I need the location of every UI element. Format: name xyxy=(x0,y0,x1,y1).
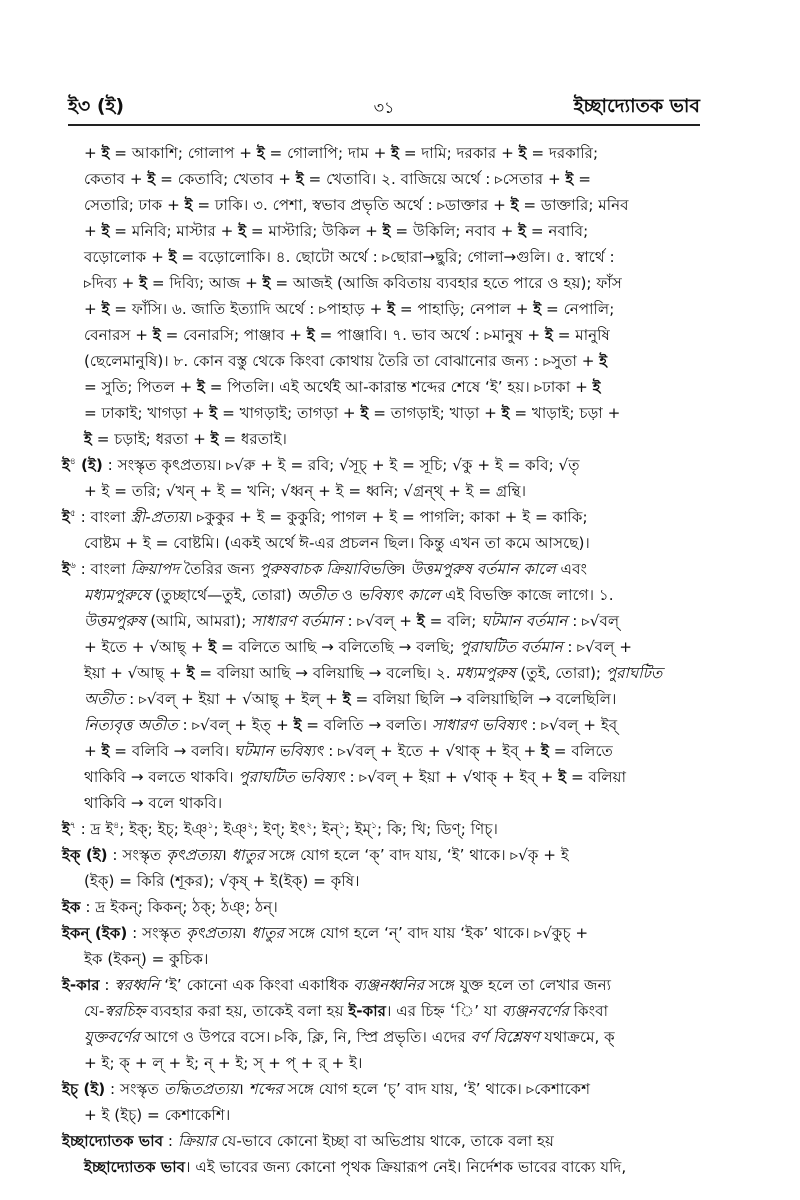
italic-term: ক্রিয়ার xyxy=(177,1132,217,1150)
bold-term: ইচ্ছাদ্যোতক ভাব xyxy=(62,1132,164,1150)
entry-continuation-line xyxy=(84,530,590,556)
bold-term: ই xyxy=(152,326,161,344)
italic-term: ঘটমান বর্তমান xyxy=(481,612,568,630)
text-run: = মাস্টারি; উকিল + xyxy=(246,222,383,240)
bold-term: ই xyxy=(518,222,527,240)
text-run: = ঢাকি। ৩. পেশা, স্বভাব প্রভৃতি অর্থে : ▹ডাক্তার + xyxy=(192,196,511,214)
text-run: : দ্র ইকন্; কিকন্; ঠক্; ঠঞ্; ঠন্। xyxy=(80,898,278,916)
bold-term: ই xyxy=(101,144,110,162)
bold-term: ই xyxy=(62,560,70,578)
entry-head-line xyxy=(62,504,588,530)
text-run: : ▹√বল্ + xyxy=(342,612,417,630)
text-run: সঙ্গে যোগ হলে ‘ক্’ বাদ যায়, ‘ই’ থাকে। ▹√কৃ + ই xyxy=(264,846,569,864)
text-run: সঙ্গে যোগ হলে ‘ন্’ বাদ যায় ‘ইক’ থাকে। ▹√কুচ্ + xyxy=(283,924,589,942)
bold-term: ই xyxy=(197,378,205,396)
text-run: = বলিতি → বলতি। xyxy=(301,716,432,734)
italic-term: অতীত xyxy=(84,690,125,708)
bold-term: ই xyxy=(544,326,553,344)
text-run: কেতাব + xyxy=(84,170,148,188)
bold-term: ই xyxy=(238,222,247,240)
text-run: + ই = তরি; √খন্ + ই = খনি; √ধ্বন্ + ই = ধ্বনি; √গ্রন্থ্ + ই = গ্রন্থি। xyxy=(84,482,527,500)
text-run: : বাংলা xyxy=(75,560,131,578)
entry-head-line xyxy=(62,1128,554,1154)
bold-term: ই xyxy=(387,300,396,318)
text-run: ইয়া + √আছ্ + xyxy=(84,664,187,682)
bold-term: ই xyxy=(62,820,70,838)
bold-term: ই xyxy=(210,430,219,448)
text-run: + xyxy=(84,144,102,162)
text-run: কিংবা xyxy=(568,1002,609,1020)
entry-head-line xyxy=(62,452,580,478)
text-run: + ই (ইচ্) = কেশাকেশি। xyxy=(84,1106,231,1124)
text-run: । xyxy=(240,924,252,942)
entry-continuation-line xyxy=(84,764,626,790)
entry-continuation-line xyxy=(84,608,619,634)
text-run: (ছেলেমানুষি)। ৮. কোন বস্তু থেকে কিংবা কোথায় তৈরি তা বোঝানোর জন্য : ▹সুতা + xyxy=(84,352,600,370)
text-run: সঙ্গে যোগ হলে ‘চ্’ বাদ যায়, ‘ই’ থাকে। ▹কেশাকেশ xyxy=(282,1080,591,1098)
italic-term: শব্দের xyxy=(248,1080,283,1098)
text-run: : xyxy=(99,976,115,994)
text-run: = ধরতাই। xyxy=(218,430,287,448)
italic-term: অতীত xyxy=(296,586,338,604)
bold-term: ই xyxy=(101,222,110,240)
superscript-index: ২ xyxy=(247,821,254,831)
entry-continuation-line xyxy=(84,400,620,426)
entry-continuation-line xyxy=(84,946,208,972)
text-run: ; ইন্ xyxy=(312,820,339,838)
bold-term: ই xyxy=(599,352,608,370)
entry-continuation-line xyxy=(84,1154,626,1180)
bold-term: ই xyxy=(256,144,265,162)
entry-continuation-line xyxy=(84,296,614,322)
text-run: = চড়াই; ধরতা + xyxy=(91,430,211,448)
text-run: এবং xyxy=(555,560,588,578)
bold-term: ইকন্ (ইক) xyxy=(62,924,128,942)
entry-continuation-line xyxy=(84,1102,230,1128)
text-run: = খাড়াই; চড়া + xyxy=(509,404,621,422)
text-run: । এই ভাবের জন্য কোনো পৃথক ক্রিয়ারূপ নেই। নির্দেশক ভাবের বাক্যে যদি, xyxy=(185,1158,627,1176)
text-run: এই বিভক্তি কাজে লাগে। ১. xyxy=(440,586,614,604)
text-run: = নেপালি; xyxy=(541,300,615,318)
text-run: = দিব্যি; আজ + xyxy=(147,274,263,292)
bold-term: ই xyxy=(501,404,510,422)
entry-continuation-line xyxy=(84,1050,362,1076)
text-run: (আমি, আমরা); xyxy=(145,612,252,630)
bold-term: ই-কার xyxy=(62,976,100,994)
text-run: যে- xyxy=(84,1002,105,1020)
bold-term: ই xyxy=(168,248,177,266)
text-run: = খাগড়াই; তাগড়া + xyxy=(217,404,361,422)
text-run: (তুই, তোরা); xyxy=(515,664,606,682)
text-run: ব্যবহার করা হয়, তাকেই বলা হয় xyxy=(145,1002,349,1020)
entry-head-line xyxy=(62,842,569,868)
text-run: : ▹√বল্ xyxy=(567,612,620,630)
entry-continuation-line xyxy=(84,166,591,192)
text-run: = তাগড়াই; খাড়া + xyxy=(368,404,502,422)
entry-continuation-line xyxy=(84,426,287,452)
bold-term: ই xyxy=(62,456,70,474)
text-run: । xyxy=(220,846,232,864)
text-run: = বলিতে আছি → বলিতেছি → বলছি; xyxy=(216,638,460,656)
text-run: ইক (ইকন্) = কুচিক। xyxy=(84,950,209,968)
italic-term: সাধারণ ভবিষ্যৎ xyxy=(431,716,527,734)
text-run: = আকাশি; গোলাপ + xyxy=(109,144,257,162)
text-run: = নবাবি; xyxy=(526,222,589,240)
entry-head-line xyxy=(62,1076,590,1102)
text-run: = খেতাবি। ২. বাজিয়ে অর্থে : ▹সেতার + xyxy=(303,170,566,188)
text-run: : সংস্কৃত xyxy=(105,1080,164,1098)
text-run: = আজই (আজি কবিতায় ব্যবহার হতে পারে ও হয়); ফাঁস xyxy=(270,274,622,292)
entry-continuation-line xyxy=(84,738,613,764)
text-run: ▹দিব্য + xyxy=(84,274,140,292)
text-run: : বাংলা xyxy=(75,508,131,526)
italic-term: পুরাঘটিত ভবিষ্যৎ xyxy=(238,768,345,786)
text-run: = মনিবি; মাস্টার + xyxy=(109,222,239,240)
bold-term: ই xyxy=(510,196,519,214)
italic-term: স্ত্রী-প্রত্যয় xyxy=(130,508,187,526)
text-run: ; ইম্ xyxy=(344,820,372,838)
text-run: থাকিবি → বলতে থাকবি। xyxy=(84,768,239,786)
text-run: বড়োলোক + xyxy=(84,248,169,266)
text-run: = ডাক্তারি; মনিব xyxy=(518,196,629,214)
text-run: বোষ্টম + ই = বোষ্টমি। (একই অর্থে ঈ-এর প্রচলন ছিল। কিন্তু এখন তা কমে আসছে)। xyxy=(84,534,590,552)
text-run: ‘ই’ কোনো এক কিংবা একাধিক xyxy=(159,976,354,994)
text-run: = ঢাকাই; খাগড়া + xyxy=(84,404,210,422)
running-head-right: ইচ্ছাদ্যোতক ভাব xyxy=(573,95,700,117)
italic-term: ব্যঞ্জনবর্ণের xyxy=(501,1002,569,1020)
bold-term: ইচ্ (ই) xyxy=(62,1080,106,1098)
entry-continuation-line xyxy=(84,140,598,166)
italic-term: তদ্ধিতপ্রত্যয় xyxy=(163,1080,239,1098)
bold-term: ই xyxy=(293,716,302,734)
text-run: : ▹√বল্ + ইতে + √থাক্ + ইব্ + xyxy=(323,742,542,760)
entry-continuation-line xyxy=(84,270,622,296)
text-run: = বলিতে xyxy=(548,742,613,760)
bold-term: ই xyxy=(62,508,70,526)
text-run: = বলিয়া ছিলি → বলিয়াছিলি → বলেছিলি। xyxy=(350,690,617,708)
bold-term: ই xyxy=(592,378,601,396)
italic-term: মধ্যমপুরুষে xyxy=(84,586,151,604)
superscript-index: ৪ xyxy=(69,457,76,467)
italic-term: বর্ণ বিশ্লেষণ xyxy=(470,1028,540,1046)
superscript-index: ১ xyxy=(371,821,377,831)
running-head-left: ই৩ (ই) xyxy=(68,95,125,117)
superscript-index: ৭ xyxy=(69,821,76,831)
entry-continuation-line xyxy=(84,218,588,244)
bold-term: ই xyxy=(306,326,315,344)
entry-continuation-line xyxy=(84,790,222,816)
superscript-index: ১ xyxy=(338,821,345,831)
superscript-index: ২ xyxy=(306,821,313,831)
italic-term: যুক্তবর্ণের xyxy=(84,1028,140,1046)
text-run: : ▹√বল্ + ইত্ + xyxy=(177,716,294,734)
superscript-index: ৫ xyxy=(69,509,76,519)
text-run: = পাহাড়ি; নেপাল + xyxy=(395,300,534,318)
entry-head-line xyxy=(62,556,587,582)
page-number: ৩১ xyxy=(373,98,395,117)
text-run: + ই; ক্ + ল্ + ই; ন্ + ই; স্ + প্ + র্ + ই। xyxy=(84,1054,363,1072)
italic-term: ঘটমান ভবিষ্যৎ xyxy=(233,742,324,760)
bold-term: ই xyxy=(518,144,527,162)
entry-continuation-line xyxy=(84,322,610,348)
text-run: = বলিয়া xyxy=(566,768,626,786)
bold-term: ই xyxy=(533,300,542,318)
italic-term: পুরাঘটিত বর্তমান xyxy=(459,638,563,656)
bold-term: ই xyxy=(382,222,391,240)
text-run: সেতারি; ঢাক + xyxy=(84,196,185,214)
text-run: = দামি; দরকার + xyxy=(399,144,519,162)
text-run: ও xyxy=(337,586,358,604)
bold-term: (ই) xyxy=(75,456,103,474)
text-run: । ▹কুকুর + ই = কুকুরি; পাগল + ই = পাগলি; কাকা + ই = কাকি; xyxy=(186,508,588,526)
entry-continuation-line xyxy=(84,244,615,270)
text-run: = দরকারি; xyxy=(526,144,599,162)
bold-term: ই xyxy=(295,170,304,188)
bold-term: ই xyxy=(558,768,567,786)
bold-term: ই xyxy=(101,300,110,318)
entry-continuation-line xyxy=(84,478,526,504)
text-run: = কেতাবি; খেতাব + xyxy=(155,170,296,188)
text-run: : দ্র ই xyxy=(75,820,114,838)
bold-term: ই xyxy=(416,612,425,630)
text-run: : xyxy=(163,1132,178,1150)
italic-term: ক্রিয়াপদ xyxy=(130,560,180,578)
italic-term: সাধারণ বর্তমান xyxy=(251,612,343,630)
text-run: ; কি; খি; ডিণ্; ণিচ্। xyxy=(376,820,498,838)
text-run: (তুচ্ছার্থে—তুই, তোরা) xyxy=(150,586,297,604)
text-run: + xyxy=(84,300,102,318)
entry-continuation-line xyxy=(84,868,360,894)
entry-head-line xyxy=(62,894,278,920)
bold-term: ই xyxy=(565,170,574,188)
entry-continuation-line xyxy=(84,660,662,686)
text-run: = পিতলি। এই অর্থেই আ-কারান্ত শব্দের শেষে ‘ই’ হয়। ▹ঢাকা + xyxy=(204,378,593,396)
header-rule xyxy=(68,124,700,126)
text-run: ; ইঞ্ xyxy=(213,820,248,838)
text-run: সঙ্গে যুক্ত হলে তা লেখার জন্য xyxy=(423,976,612,994)
text-run: = বড়োলোকি। ৪. ছোটো অর্থে : ▹ছোরা→ছুরি; গোলা→গুলি। ৫. স্বার্থে : xyxy=(176,248,615,266)
text-run: + xyxy=(84,742,102,760)
italic-term: পুরুষবাচক ক্রিয়াবিভক্তি xyxy=(259,560,400,578)
bold-term: ই xyxy=(262,274,271,292)
text-run: : ▹√বল্ + xyxy=(562,638,632,656)
text-run: থাকিবি → বলে থাকবি। xyxy=(84,794,223,812)
entry-continuation-line xyxy=(84,686,616,712)
text-run: : সংস্কৃত কৃৎপ্রত্যয়। ▹√রু + ই = রবি; √সূচ্ + ই = সূচি; √কু + ই = কবি; √তৃ xyxy=(102,456,580,474)
text-run: আগে ও উপরে বসে। ▹কি, ক্লি, নি, স্প্রি প্রভৃতি। এদের xyxy=(139,1028,471,1046)
italic-term: উত্তমপুরুষ xyxy=(84,612,146,630)
running-head xyxy=(68,92,700,124)
text-run: + ইতে + √আছ্ + xyxy=(84,638,209,656)
entry-head-line xyxy=(62,972,611,998)
italic-term: ভবিষ্যৎ কালে xyxy=(357,586,441,604)
text-run: = মানুষি xyxy=(552,326,610,344)
text-run: তৈরির জন্য xyxy=(179,560,260,578)
italic-term: নিত্যবৃত্ত অতীত xyxy=(84,716,178,734)
italic-term: স্বরচিহ্ন xyxy=(104,1002,146,1020)
text-run: : ▹√বল্ + ইয়া + √আছ্ + ইল্ + xyxy=(124,690,343,708)
text-run: = ফাঁসি। ৬. জাতি ইত্যাদি অর্থে : ▹পাহাড় + xyxy=(109,300,388,318)
bold-term: ই xyxy=(391,144,400,162)
bold-term: ইক xyxy=(62,898,81,916)
entry-continuation-line xyxy=(84,712,617,738)
italic-term: কৃৎপ্রত্যয় xyxy=(185,924,241,942)
text-run: : সংস্কৃত xyxy=(127,924,186,942)
italic-term: স্বরধ্বনি xyxy=(114,976,160,994)
text-run: : সংস্কৃত xyxy=(107,846,167,864)
bold-term: ই xyxy=(342,690,351,708)
text-run: । xyxy=(238,1080,249,1098)
bold-term: ই xyxy=(101,742,110,760)
bold-term: ই xyxy=(209,404,218,422)
italic-term: ধাতুর xyxy=(251,924,284,942)
entry-head-line xyxy=(62,920,588,946)
text-run: = বলিবি → বলবি। xyxy=(109,742,234,760)
bold-term: ই xyxy=(84,430,92,448)
text-run: : ▹√বল্ + ইব্ xyxy=(526,716,618,734)
text-run: = উকিলি; নবাব + xyxy=(390,222,519,240)
text-run: = xyxy=(573,170,591,188)
bold-term: ই xyxy=(139,274,148,292)
text-run: ; ইণ্; ইৎ xyxy=(253,820,307,838)
text-run: = গোলাপি; দাম + xyxy=(264,144,392,162)
text-run: = বলিয়া আছি → বলিয়াছি → বলেছি। ২. xyxy=(194,664,456,682)
text-run: + xyxy=(84,222,102,240)
bold-term: ই xyxy=(147,170,156,188)
bold-term: ই xyxy=(541,742,549,760)
entry-continuation-line xyxy=(84,348,607,374)
text-run: । xyxy=(399,560,411,578)
entry-continuation-line xyxy=(84,634,632,660)
italic-term: কৃৎপ্রত্যয় xyxy=(166,846,221,864)
bold-term: ইক্ (ই) xyxy=(62,846,108,864)
text-run: ; ইক্; ইচ্; ইঞ্ xyxy=(119,820,208,838)
italic-term: উত্তমপুরুষ বর্তমান কালে xyxy=(410,560,556,578)
bold-term: ইচ্ছাদ্যোতক ভাব xyxy=(84,1158,186,1176)
bold-term: ই-কার xyxy=(348,1002,386,1020)
entry-continuation-line xyxy=(84,374,601,400)
bold-term: ই xyxy=(184,196,193,214)
bold-term: ই xyxy=(186,664,195,682)
superscript-index: ৬ xyxy=(69,561,76,571)
italic-term: পুরাঘটিত xyxy=(605,664,663,682)
text-run: = বলি; xyxy=(424,612,482,630)
text-run: : ▹√বল্ + ইয়া + √থাক্ + ইব্ + xyxy=(344,768,559,786)
entry-continuation-line xyxy=(84,1024,615,1050)
text-run: = পাঞ্জাবি। ৭. ভাব অর্থে : ▹মানুষ + xyxy=(314,326,545,344)
bold-term: ই xyxy=(208,638,217,656)
text-run: (ইক্) = কিরি (শূকর); √কৃষ্ + ই(ইক্) = কৃষি। xyxy=(84,872,360,890)
bold-term: ই xyxy=(360,404,369,422)
entry-continuation-line xyxy=(84,998,608,1024)
entry-continuation-line xyxy=(84,582,614,608)
italic-term: মধ্যমপুরুষ xyxy=(455,664,516,682)
text-run: = বেনারসি; পাঞ্জাব + xyxy=(160,326,307,344)
superscript-index: ৪ xyxy=(113,821,120,831)
text-run: = সুতি; পিতল + xyxy=(84,378,198,396)
italic-term: ধাতুর xyxy=(231,846,265,864)
text-run: বেনারস + xyxy=(84,326,153,344)
superscript-index: ১ xyxy=(207,821,214,831)
text-run: । এর চিহ্ন ‘ি’ যা xyxy=(385,1002,502,1020)
italic-term: ব্যঞ্জনধ্বনির xyxy=(353,976,424,994)
entry-continuation-line xyxy=(84,192,629,218)
text-run: যথাক্রমে, ক্ xyxy=(539,1028,615,1046)
entry-head-line xyxy=(62,816,498,842)
text-run: যে-ভাবে কোনো ইচ্ছা বা অভিপ্রায় থাকে, তাকে বলা হয় xyxy=(216,1132,554,1150)
